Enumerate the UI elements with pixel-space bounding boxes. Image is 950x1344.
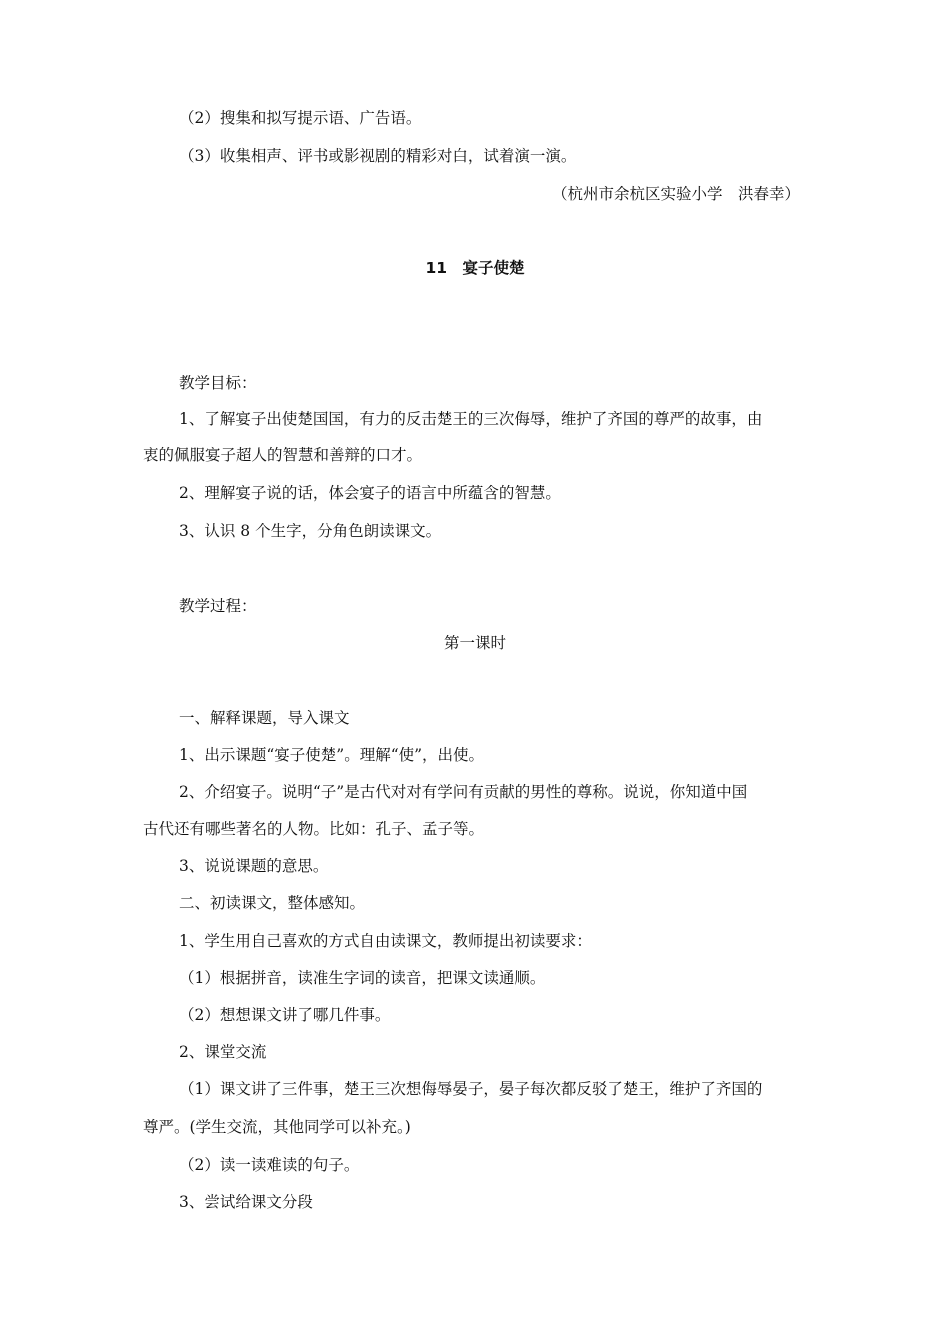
objective-2: 2、理解宴子说的话，体会宴子的语言中所蕴含的智慧。 [179,484,561,502]
section1-heading: 一、解释课题，导入课文 [179,709,350,727]
section2-line-2: 2、课堂交流 [179,1043,267,1061]
section2-item-1: （1）根据拼音，读准生字词的读音，把课文读通顺。 [179,969,546,987]
section2-item-2: （2）想想课文讲了哪几件事。 [179,1006,391,1024]
section1-line-1: 1、出示课题“宴子使楚”。理解“使”，出使。 [179,746,485,764]
author-attribution: （杭州市余杭区实验小学 洪春幸） [551,185,800,203]
section2-line-1: 1、学生用自己喜欢的方式自由读课文，教师提出初读要求： [179,932,592,950]
section2-heading: 二、初读课文，整体感知。 [179,894,366,912]
section2-exchange-item-1-continued: 尊严。(学生交流，其他同学可以补充。) [143,1118,411,1136]
process-heading: 教学过程： [179,597,257,615]
section1-line-3: 3、说说课题的意思。 [179,857,329,875]
objective-3: 3、认识 8 个生字，分角色朗读课文。 [179,522,442,540]
section1-line-2: 2、介绍宴子。说明“子”是古代对对有学问有贡献的男性的尊称。说说，你知道中国 [179,783,748,801]
section1-line-2-continued: 古代还有哪些著名的人物。比如：孔子、孟子等。 [143,820,485,838]
period-title: 第一课时 [443,634,506,652]
objectives-heading: 教学目标： [179,374,257,392]
objective-1-continued: 衷的佩服宴子超人的智慧和善辩的口才。 [143,446,423,464]
lesson-title: 11 宴子使楚 [425,259,525,277]
objective-1: 1、了解宴子出使楚国国，有力的反击楚王的三次侮辱，维护了齐国的尊严的故事，由 [179,410,763,428]
top-item-collect-dialogues: （3）收集相声、评书或影视剧的精彩对白，试着演一演。 [179,147,577,165]
section2-exchange-item-1: （1）课文讲了三件事，楚王三次想侮辱晏子，晏子每次都反驳了楚王，维护了齐国的 [179,1080,763,1098]
section2-exchange-item-2: （2）读一读难读的句子。 [179,1156,360,1174]
top-item-collect-slogans: （2）搜集和拟写提示语、广告语。 [179,109,422,127]
section2-line-3: 3、尝试给课文分段 [179,1193,313,1211]
